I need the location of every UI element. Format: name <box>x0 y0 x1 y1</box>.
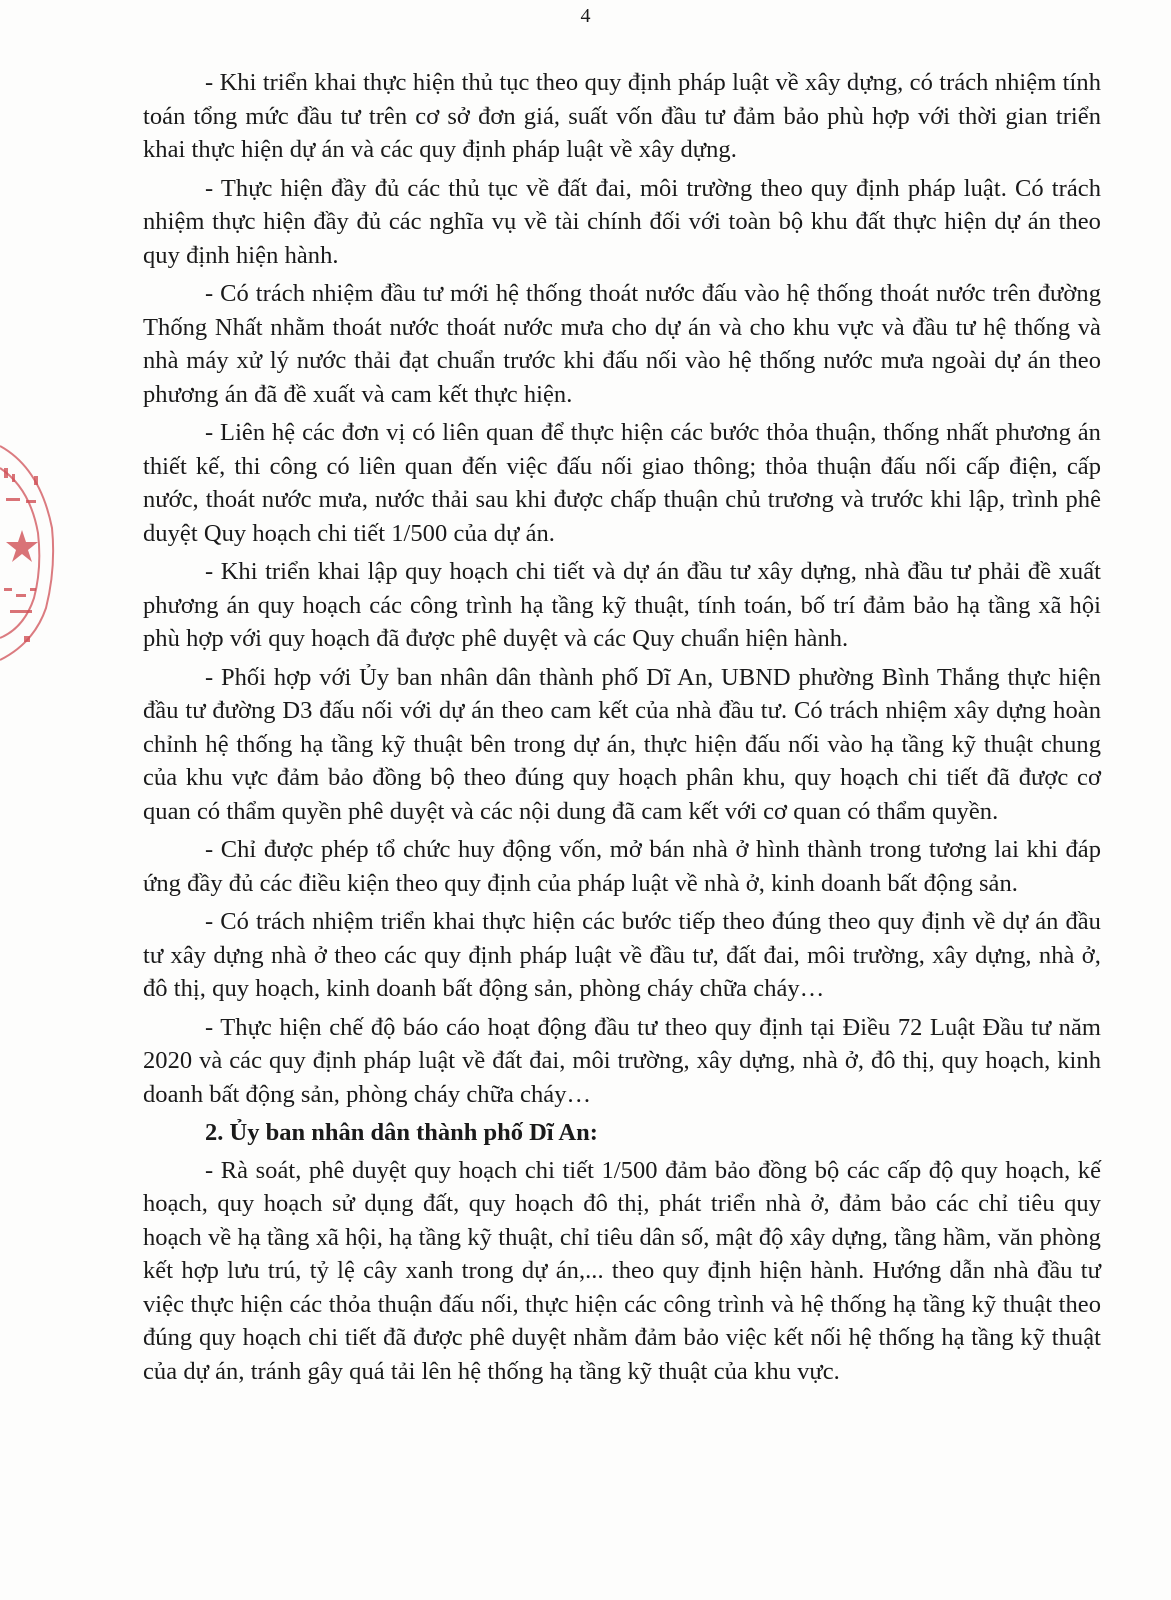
section-heading: 2. Ủy ban nhân dân thành phố Dĩ An: <box>205 1119 598 1146</box>
paragraph: - Thực hiện chế độ báo cáo hoạt động đầu tư theo quy định tại Điều 72 Luật Đầu tư năm 2020 và các quy định pháp luật về đất đai, môi trường, xây dựng, nhà ở, đô thị, quy hoạch, kinh doanh bất động sản, phòng cháy chữa cháy… <box>143 1013 1101 1108</box>
paragraph: - Khi triển khai lập quy hoạch chi tiết và dự án đầu tư xây dựng, nhà đầu tư phải đề xuất phương án quy hoạch các công trình hạ tầng kỹ thuật, tính toán, bố trí đảm bảo hạ tầng xã hội phù hợp với quy hoạch đã được phê duyệt và các Quy chuẩn hiện hành. <box>143 558 1101 652</box>
document-body <box>143 66 1101 1393</box>
paragraph: - Chỉ được phép tổ chức huy động vốn, mở bán nhà ở hình thành trong tương lai khi đáp ứng đầy đủ các điều kiện theo quy định của pháp luật về nhà ở, kinh doanh bất động sản. <box>143 836 1101 897</box>
paragraph: - Phối hợp với Ủy ban nhân dân thành phố Dĩ An, UBND phường Bình Thắng thực hiện đầu tư đường D3 đấu nối với dự án theo cam kết của nhà đầu tư. Có trách nhiệm xây dựng hoàn chỉnh hệ thống hạ tầng kỹ thuật bên trong dự án, thực hiện đấu nối vào hạ tầng kỹ thuật chung của khu vực đảm bảo đồng bộ theo đúng quy hoạch phân khu, quy hoạch chi tiết đã được cơ quan có thẩm quyền phê duyệt và các nội dung đã cam kết với cơ quan có thẩm quyền. <box>143 663 1101 825</box>
seal-stamp-fragment <box>0 438 58 668</box>
paragraph: - Thực hiện đầy đủ các thủ tục về đất đai, môi trường theo quy định pháp luật. Có trách nhiệm thực hiện đầy đủ các nghĩa vụ về tài chính đối với toàn bộ khu đất thực hiện dự án theo quy định hiện hành. <box>143 174 1101 269</box>
page-number: 4 <box>580 5 591 27</box>
paragraph: - Có trách nhiệm đầu tư mới hệ thống thoát nước đấu vào hệ thống thoát nước trên đường Thống Nhất nhằm thoát nước thoát nước mưa cho dự án và cho khu vực và đầu tư hệ thống và nhà máy xử lý nước thải đạt chuẩn trước khi đấu nối vào hệ thống nước mưa ngoài dự án theo phương án đã đề xuất và cam kết thực hiện. <box>143 280 1101 408</box>
paragraph: - Liên hệ các đơn vị có liên quan để thực hiện các bước thỏa thuận, thống nhất phương án thiết kế, thi công có liên quan đến việc đấu nối giao thông; thỏa thuận đấu nối cấp điện, cấp nước, thoát nước mưa, nước thải sau khi được chấp thuận chủ trương và trước khi lập, trình phê duyệt Quy hoạch chi tiết 1/500 của dự án. <box>143 419 1101 547</box>
paragraph: - Rà soát, phê duyệt quy hoạch chi tiết 1/500 đảm bảo đồng bộ các cấp độ quy hoạch, kế hoạch, quy hoạch sử dụng đất, quy hoạch đô thị, phát triển nhà ở, đảm bảo các chỉ tiêu quy hoạch về hạ tầng xã hội, hạ tầng kỹ thuật, chỉ tiêu dân số, mật độ xây dựng, tầng hầm, văn phòng kết hợp lưu trú, tỷ lệ cây xanh trong dự án,... theo quy định hiện hành. Hướng dẫn nhà đầu tư việc thực hiện các thỏa thuận đấu nối, thực hiện các công trình và hệ thống hạ tầng kỹ thuật theo đúng quy hoạch chi tiết đã được phê duyệt nhằm đảm bảo việc kết nối hệ thống hạ tầng kỹ thuật của dự án, tránh gây quá tải lên hệ thống hạ tầng kỹ thuật của khu vực. <box>143 1156 1101 1385</box>
paragraph: - Có trách nhiệm triển khai thực hiện các bước tiếp theo đúng theo quy định về dự án đầu tư xây dựng nhà ở theo các quy định pháp luật về đầu tư, đất đai, môi trường, xây dựng, nhà ở, đô thị, quy hoạch, kinh doanh bất động sản, phòng cháy chữa cháy… <box>143 908 1101 1002</box>
paragraph: - Khi triển khai thực hiện thủ tục theo quy định pháp luật về xây dựng, có trách nhiệm tính toán tổng mức đầu tư trên cơ sở đơn giá, suất vốn đầu tư đảm bảo phù hợp với thời gian triển khai thực hiện dự án và các quy định pháp luật về xây dựng. <box>143 69 1101 163</box>
